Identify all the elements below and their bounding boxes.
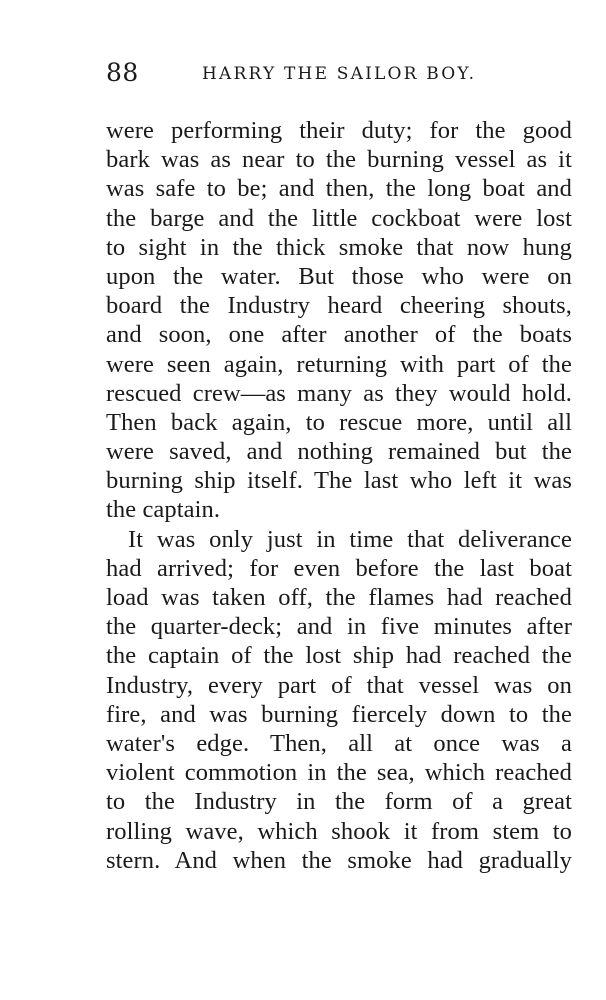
body-text [106, 116, 572, 875]
text-line: violent commotion in the sea, which reached [106, 759, 572, 787]
paragraph [106, 116, 572, 525]
text-line: Then back again, to rescue more, until all [106, 408, 572, 436]
text-line: bark was as near to the burning vessel as it [106, 146, 572, 174]
running-title: HARRY THE SAILOR BOY. [202, 64, 477, 84]
text-line: to the Industry in the form of a great [106, 788, 572, 816]
text-line: water's edge. Then, all at once was a [106, 729, 572, 757]
text-line: were performing their duty; for the good [106, 117, 572, 144]
page-number: 88 [106, 58, 139, 87]
text-line: was safe to be; and then, the long boat and [106, 175, 572, 203]
text-line: the captain. [106, 496, 221, 524]
text-line: Industry, every part of that vessel was on [106, 671, 572, 699]
text-line: upon the water. But those who were on [106, 262, 572, 290]
page-header [106, 58, 566, 88]
text-line: were seen again, returning with part of the [106, 350, 572, 378]
text-line: load was taken off, the flames had reached [106, 584, 572, 611]
text-line: the quarter-deck; and in five minutes after [106, 613, 572, 641]
text-line: and soon, one after another of the boats [106, 321, 572, 349]
text-line: fire, and was burning fiercely down to the [106, 700, 572, 728]
paragraph [106, 525, 572, 875]
text-line: stern. And when the smoke had gradually [106, 846, 572, 874]
text-line: the barge and the little cockboat were lost [106, 204, 572, 232]
text-line: It was only just in time that deliverance [128, 525, 572, 553]
text-line: to sight in the thick smoke that now hung [106, 233, 572, 261]
text-line: burning ship itself. The last who left it was [106, 467, 572, 495]
text-line: rescued crew—as many as they would hold. [106, 379, 572, 407]
text-line: had arrived; for even before the last boat [106, 554, 572, 582]
text-line: rolling wave, which shook it from stem to [106, 817, 572, 845]
text-line: board the Industry heard cheering shouts, [106, 292, 572, 320]
text-line: were saved, and nothing remained but the [106, 438, 572, 466]
text-line: the captain of the lost ship had reached the [106, 642, 572, 670]
